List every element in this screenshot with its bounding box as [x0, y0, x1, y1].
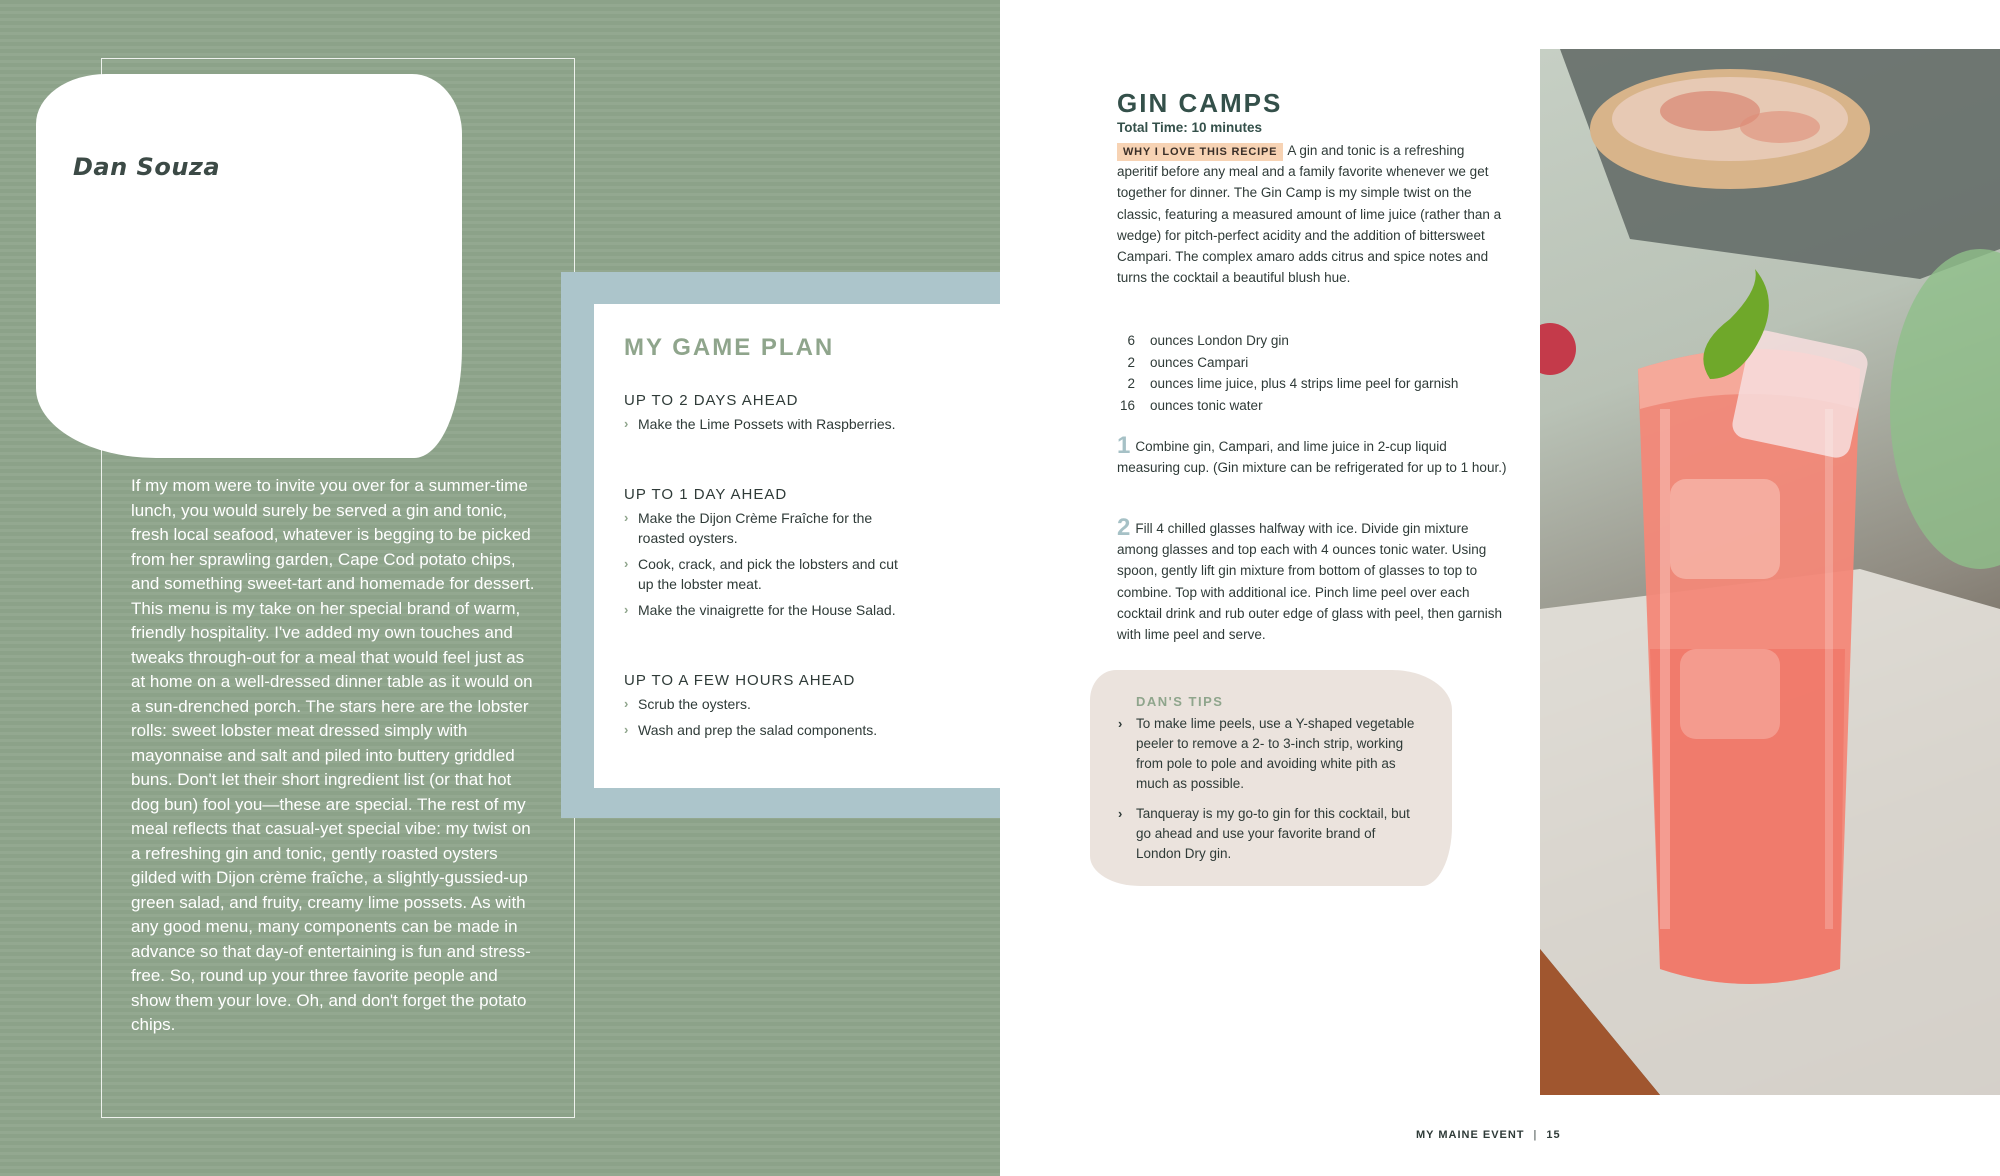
folio: [1416, 1129, 1561, 1141]
game-plan-item: › Scrub the oysters.: [624, 696, 751, 712]
why-i-love-this-recipe: [1117, 140, 1502, 288]
ingredient-row: 2 ounces Campari: [1127, 354, 1249, 370]
author-photo-placeholder: [36, 74, 462, 458]
ingredient-row: 2 ounces lime juice, plus 4 strips lime peel for garnish: [1127, 376, 1459, 391]
step-number: 2: [1117, 514, 1131, 541]
game-plan-item: › Cook, crack, and pick the lobsters and cut up the lobster meat.: [624, 556, 898, 592]
chevron-right-icon: ›: [624, 416, 629, 431]
game-plan-section: [624, 486, 904, 626]
ingredient-list: [1117, 330, 1517, 416]
game-plan-item: › Make the vinaigrette for the House Salad.: [624, 602, 896, 618]
chevron-right-icon: ›: [1118, 806, 1123, 821]
recipe-step: 1 Combine gin, Campari, and lime juice in 2-cup liquid measuring cup. (Gin mixture can be refrigerated for up to 1 hour.): [1117, 432, 1507, 476]
tips-title: DAN'S TIPS: [1136, 694, 1224, 709]
game-plan-item: › Make the Dijon Crème Fraîche for the roasted oysters.: [624, 510, 873, 546]
folio-section: MY MAINE EVENT: [1416, 1129, 1525, 1141]
game-plan-section: [624, 672, 904, 746]
step-number: 1: [1117, 432, 1131, 459]
game-plan-section: [624, 392, 904, 440]
ingredient-row: 16 ounces tonic water: [1119, 397, 1263, 413]
cocktail-illustration: [1540, 49, 2000, 1095]
intro-paragraph: If my mom were to invite you over for a summer-time lunch, you would surely be served a gin and tonic, fresh local seafood, whatever is begging to be picked from her sprawling garden, Cape Cod potato chips, and something sweet-tart and homemade for dessert. This menu is my take on her special brand of warm, friendly hospitality. I've added my own touches and tweaks through-out for a meal that would feel just as at home on a well-dressed dinner table as it would on a sun-drenched porch. The stars here are the lobster rolls: sweet lobster meat dressed simply with mayonnaise and salt and piled into buttery griddled buns. Don't let their short ingredient list (or that hot dog bun) fool you—these are special. The rest of my meal reflects that casual-yet special vibe: my twist on a refreshing gin and tonic, gently roasted oysters gilded with Dijon crème fraîche, a slightly-gussied-up green salad, and fruity, creamy lime possets. As with any good menu, many components can be made in advance so that day-of entertaining is fun and stress-free. So, round up your three favorite people and show them your love. Oh, and don't forget the potato chips.: [131, 476, 535, 1034]
game-plan-title: MY GAME PLAN: [624, 334, 835, 361]
tip-item: › Tanqueray is my go-to gin for this cocktail, but go ahead and use your favorite brand of London Dry gin.: [1118, 806, 1410, 861]
chevron-right-icon: ›: [624, 556, 629, 571]
game-plan-heading: UP TO 1 DAY AHEAD: [624, 486, 788, 503]
folio-separator: |: [1533, 1129, 1538, 1141]
game-plan-heading: UP TO A FEW HOURS AHEAD: [624, 672, 856, 689]
game-plan-item: › Wash and prep the salad components.: [624, 722, 878, 738]
page-number: 15: [1546, 1129, 1561, 1141]
recipe-step: 2 Fill 4 chilled glasses halfway with ice. Divide gin mixture among glasses and top each with 4 ounces tonic water. Using spoon, gently lift gin mixture from bottom of glasses to top to combine. Top with additional ice. Pinch lime peel over each cocktail drink and rub outer edge of glass with peel, then garnish with lime peel and serve.: [1117, 514, 1502, 643]
tip-item: › To make lime peels, use a Y-shaped vegetable peeler to remove a 2- to 3-inch strip, working from pole to pole and avoiding white pith as much as possible.: [1118, 716, 1415, 791]
chevron-right-icon: ›: [1118, 716, 1123, 731]
chevron-right-icon: ›: [624, 602, 629, 617]
chevron-right-icon: ›: [624, 510, 629, 525]
why-badge: WHY I LOVE THIS RECIPE: [1117, 143, 1283, 161]
recipe-title: GIN CAMPS: [1117, 88, 1283, 118]
game-plan-heading: UP TO 2 DAYS AHEAD: [624, 392, 799, 409]
author-name: Dan Souza: [73, 153, 221, 181]
chevron-right-icon: ›: [624, 722, 629, 737]
cocktail-photo: [1540, 49, 2000, 1095]
total-time: Total Time: 10 minutes: [1117, 120, 1263, 135]
chevron-right-icon: ›: [624, 696, 629, 711]
ingredient-row: 6 ounces London Dry gin: [1127, 333, 1289, 348]
why-text: A gin and tonic is a refreshing aperitif before any meal and a family favorite whenever we get together for dinner. The Gin Camp is my simple twist on the classic, featuring a measured amount of lime juice (rather than a wedge) for pitch-perfect acidity and the addition of bittersweet Campari. The complex amaro adds citrus and spice notes and turns the cocktail a beautiful blush hue.: [1117, 143, 1502, 286]
game-plan-item: › Make the Lime Possets with Raspberries.: [624, 416, 896, 432]
